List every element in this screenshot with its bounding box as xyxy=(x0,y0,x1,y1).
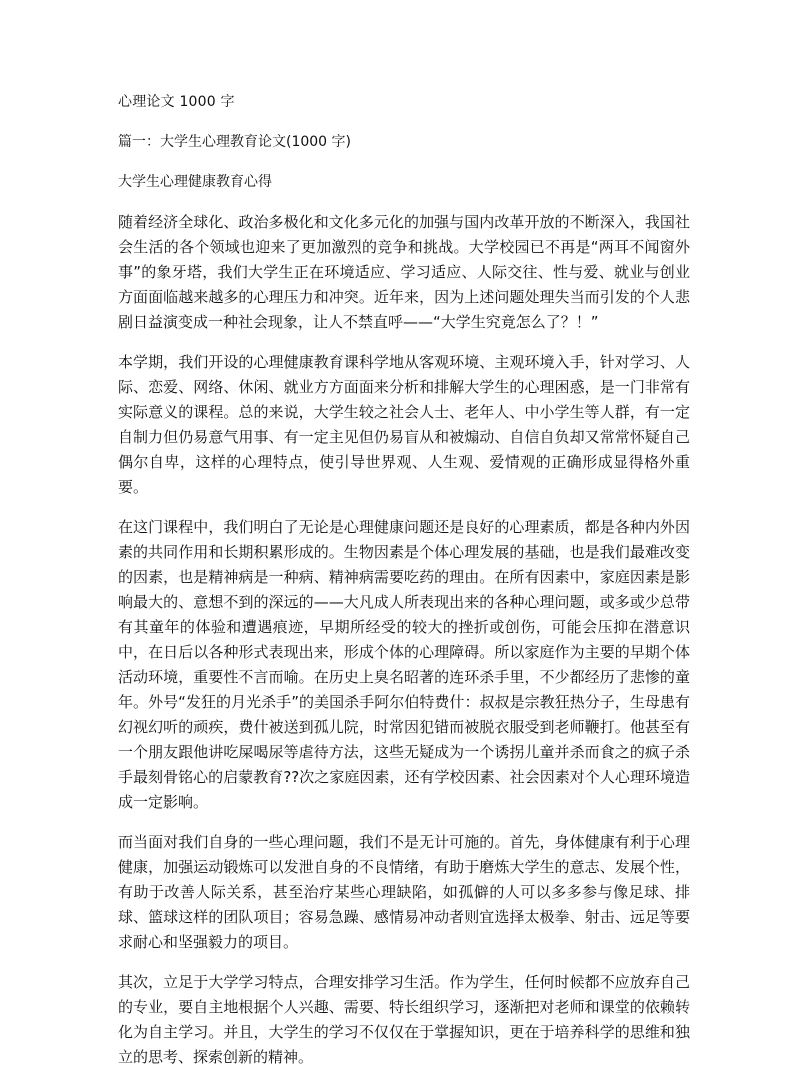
document-title: 心理论文 1000 字 xyxy=(118,94,235,110)
paragraph-5: 其次，立足于大学学习特点，合理安排学习生活。作为学生，任何时候都不应放弃自己的专业，要自主地根据个人兴趣、需要、特长组织学习，逐渐把对老师和课堂的依赖转化为自主学习。并且，大学生的学习不仅仅在于掌握知识，更在于培养科学的思维和独立的思考、探索创新的精神。 xyxy=(118,973,690,1066)
paragraph-1: 随着经济全球化、政治多极化和文化多元化的加强与国内改革开放的不断深入，我国社会生活的各个领域也迎来了更加激烈的竞争和挑战。大学校园已不再是“两耳不闻窗外事”的象牙塔，我们大学生正在环境适应、学习适应、人际交往、性与爱、就业与创业方面面临越来越多的心理压力和冲突。近年来，因为上述问题处理失当而引发的个人悲剧日益演变成一种社会现象，让人不禁直呼——“大学生究竟怎么了？！” xyxy=(118,213,690,331)
paragraph-2: 本学期，我们开设的心理健康教育课科学地从客观环境、主观环境入手，针对学习、人际、恋爱、网络、休闲、就业方方面面来分析和排解大学生的心理困惑，是一门非常有实际意义的课程。总的来说，大学生较之社会人士、老年人、中小学生等人群，有一定自制力但仍易意气用事、有一定主见但仍易盲从和被煽动、自信自负却又常常怀疑自己偶尔自卑，这样的心理特点，使引导世界观、人生观、爱情观的正确形成显得格外重要。 xyxy=(118,353,690,496)
paragraph-3: 在这门课程中，我们明白了无论是心理健康问题还是良好的心理素质，都是各种内外因素的共同作用和长期积累形成的。生物因素是个体心理发展的基础，也是我们最难改变的因素，也是精神病是一种病、精神病需要吃药的理由。在所有因素中，家庭因素是影响最大的、意想不到的深远的——大凡成人所表现出来的各种心理问题，或多或少总带有其童年的体验和遭遇痕迹，早期所经受的较大的挫折或创伤，可能会压抑在潜意识中，在日后以各种形式表现出来，形成个体的心理障碍。所以家庭作为主要的早期个体活动环境，重要性不言而喻。在历史上臭名昭著的连环杀手里，不少都经历了悲惨的童年。外号“发狂的月光杀手”的美国杀手阿尔伯特费什：叔叔是宗教狂热分子，生母患有幻视幻听的顽疾，费什被送到孤儿院，时常因犯错而被脱衣服受到老师鞭打。他甚至有一个朋友跟他讲吃屎喝尿等虐待方法，这些无疑成为一个诱拐儿童并杀而食之的疯子杀手最刻骨铭心的启蒙教育??次之家庭因素，还有学校因素、社会因素对个人心理环境造成一定影响。 xyxy=(118,518,690,811)
article-subheading: 大学生心理健康教育心得 xyxy=(118,174,272,190)
paragraph-4: 而当面对我们自身的一些心理问题，我们不是无计可施的。首先，身体健康有利于心理健康，加强运动锻炼可以发泄自身的不良情绪，有助于磨炼大学生的意志、发展个性，有助于改善人际关系，甚至治疗某些心理缺陷，如孤僻的人可以多多参与像足球、排球、篮球这样的团队项目；容易急躁、感情易冲动者则宜选择太极拳、射击、远足等要求耐心和坚强毅力的项目。 xyxy=(118,833,690,951)
document-page xyxy=(118,88,690,1085)
article-heading: 篇一：大学生心理教育论文(1000 字) xyxy=(118,134,352,150)
